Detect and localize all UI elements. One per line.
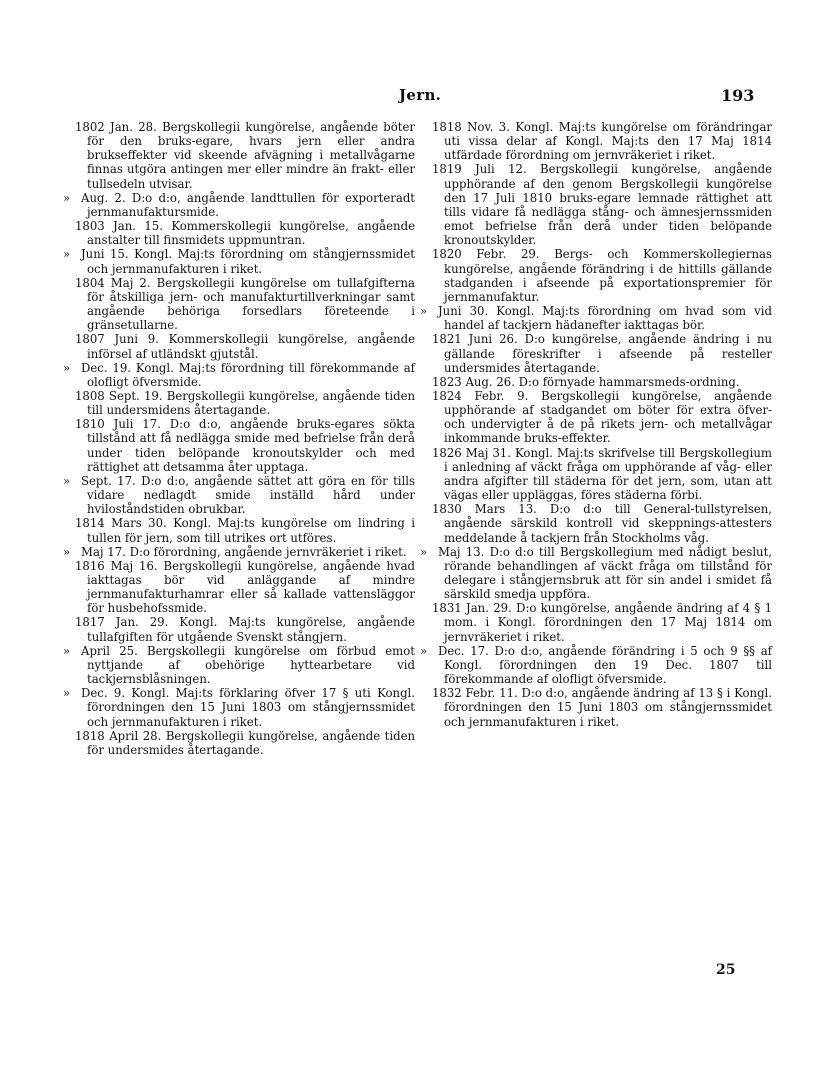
entry-date: Juni 15. bbox=[81, 247, 129, 262]
entry: » April 25. Bergskollegii kungörelse om förbud emot nyttjande af obehörige hyttearbetare vid tackjernsblåsningen. bbox=[63, 643, 415, 687]
right-column bbox=[420, 120, 773, 729]
entry-text: Kongl. Maj:ts kungörelse om förändringar uti vissa delar af Kongl. Maj:ts den 17 Maj 1814 utfärdade förordning om jernvräkeriet i riket. bbox=[444, 120, 772, 163]
entry-date: Juni 30. bbox=[438, 304, 489, 319]
entry-text: D:o kungörelse, angående ändring af 4 § 1 mom. i Kongl. förordningen den 17 Maj 1814 om jernvräkeriet i riket. bbox=[444, 601, 772, 644]
entry-date: Dec. 9. bbox=[81, 686, 126, 701]
entry bbox=[432, 247, 772, 304]
entry-text: Bergskollegii kungörelse, angående hvad iakttagas bör vid anläggande af mindre jernmanufakturhamrar eller så kallade vattensläggor för husbehofssmide. bbox=[87, 558, 416, 616]
entry-text: Kongl. Maj:ts skrifvelse till Bergskollegium i anledning af väckt fråga om upphörande af våg- eller andra afgifter till städerna för det jern, som, utan att vägas eller uppläggas, föres städerna förbi. bbox=[444, 445, 772, 503]
entry-date: 1821 Juni 26. bbox=[432, 332, 518, 347]
entry-date: 1831 Jan. 29. bbox=[432, 601, 512, 616]
entry bbox=[432, 686, 772, 728]
entry-date: Dec. 17. bbox=[438, 643, 489, 658]
entry bbox=[432, 162, 772, 247]
entry bbox=[432, 601, 772, 643]
entry bbox=[75, 120, 415, 191]
entry-text: Bergskollegii kungörelse om tullafgifterna för åtskilliga jern- och manufakturtillverkningar samt angående behöriga forsedlars företeende i gränsetullarne. bbox=[87, 275, 415, 333]
entry bbox=[75, 276, 415, 333]
entry bbox=[432, 120, 772, 162]
entry-text: Bergskollegii kungörelse, angående böter för den bruks-egare, hvars jern eller andra brukseffekter vid skeende afvägning i metallvågarne finnas utgöra antingen mer eller mindre än frakt- eller tullsedeln utvisar. bbox=[87, 120, 415, 191]
entry-text: D:o d:o, angående förändring i 5 och 9 §§ af Kongl. förordningen den 19 Dec. 1807 till förekommande af olofligt öfversmide. bbox=[444, 643, 772, 687]
entry-text: D:o d:o, angående sättet att göra en för tills vidare nedlagdt smide inställd hård under hviloståndstiden obrukbar. bbox=[87, 473, 415, 517]
entry: » Dec. 9. Kongl. Maj:ts förklaring öfver 17 § uti Kongl. förordningen den 15 Juni 1803 om stångjernssmidet och jernmanufakturen i riket. bbox=[63, 686, 415, 729]
entry-date: 1830 Mars 13. bbox=[432, 502, 537, 517]
entry-date: 1820 Febr. 29. bbox=[432, 247, 540, 262]
entry-date: 1802 Jan. 28. bbox=[75, 120, 157, 134]
entry: » Sept. 17. D:o d:o, angående sättet att göra en för tills vidare nedlagdt smide inställd hård under hviloståndstiden obrukbar. bbox=[63, 473, 415, 517]
signature-mark: 25 bbox=[716, 962, 736, 978]
entry bbox=[432, 375, 772, 389]
entry-date: 1817 Jan. 29. bbox=[75, 615, 169, 630]
entry: » Maj 17. D:o förordning, angående jernvräkeriet i riket. bbox=[63, 544, 407, 559]
entry bbox=[432, 502, 772, 544]
entry-text: Kongl. Maj:ts förklaring öfver 17 § uti Kongl. förordningen den 15 Juni 1803 om stångjernssmidet och jernmanufakturen i riket. bbox=[87, 686, 415, 729]
entry bbox=[75, 516, 415, 544]
entry-date: Maj 13. bbox=[438, 544, 485, 559]
entry-date: April 25. bbox=[81, 643, 138, 658]
entry-date: 1810 Juli 17. bbox=[75, 417, 161, 432]
entry-text: D:o förnyade hammarsmeds-ordning. bbox=[518, 374, 740, 389]
entry-date: 1808 Sept. 19. bbox=[75, 388, 163, 403]
page-number: 193 bbox=[721, 86, 755, 105]
entry bbox=[75, 219, 415, 247]
entry: » Juni 15. Kongl. Maj:ts förordning om stångjernssmidet och jernmanufakturen i riket. bbox=[63, 247, 416, 276]
entry bbox=[75, 559, 415, 616]
entry bbox=[75, 615, 415, 643]
entry-text: Kommerskollegii kungörelse, angående anstalter till finsmidets uppmuntran. bbox=[87, 219, 415, 248]
entry-date: 1803 Jan. 15. bbox=[75, 219, 163, 234]
entry-text: Kongl. Maj:ts förordning om stångjernssmidet och jernmanufakturen i riket. bbox=[87, 247, 416, 276]
entry: » Dec. 19. Kongl. Maj:ts förordning till förekommande af olofligt öfversmide. bbox=[63, 360, 415, 389]
entry-date: 1814 Mars 30. bbox=[75, 516, 167, 531]
entry bbox=[432, 446, 772, 503]
entry-date: Dec. 19. bbox=[81, 360, 132, 375]
entry-text: Bergskollegii kungörelse, angående upphörande af den genom Bergskollegii kungörelse den 17 Juli 1810 bruks-egare lemnade rättighet att tills vidare få nedlägga stång- och ämnesjernssmiden emot befrielse från derå under tiden belöpande kronoutskylder. bbox=[444, 162, 772, 248]
entry-date: 1816 Maj 16. bbox=[75, 558, 158, 573]
entry-text: D:o kungörelse, angående ändring i nu gällande föreskrifter i afseende på resteller undersmides återtagande. bbox=[444, 332, 773, 375]
left-column bbox=[63, 120, 416, 757]
entry-text: Kommerskollegii kungörelse, angående införsel af utländskt gjutstål. bbox=[87, 332, 415, 361]
entry-date: Aug. 2. bbox=[81, 190, 126, 205]
running-header-title: Jern. bbox=[399, 86, 442, 104]
entry-text: D:o d:o till Bergskollegium med nådigt beslut, rörande behandlingen af väckt fråga om tillstånd för delegare i stångjernsbruk att för sin andel i smidet få särskild smedja uppföra. bbox=[444, 544, 772, 602]
entry-date: 1826 Maj 31. bbox=[432, 445, 511, 460]
entry-text: Bergskollegii kungörelse om förbud emot nyttjande af obehörige hyttearbetare vid tackjernsblåsningen. bbox=[87, 643, 415, 687]
entry-date: 1818 April 28. bbox=[75, 728, 162, 743]
entry bbox=[75, 389, 415, 417]
entry: » Maj 13. D:o d:o till Bergskollegium med nådigt beslut, rörande behandlingen af väckt fråga om tillstånd för delegare i stångjernsbruk att för sin andel i smidet få särskild smedja uppföra. bbox=[420, 544, 772, 602]
entry-text: Kongl. Maj:ts förordning till förekommande af olofligt öfversmide. bbox=[87, 360, 415, 389]
entry bbox=[432, 332, 772, 374]
entry-date: Sept. 17. bbox=[81, 473, 136, 488]
entry bbox=[432, 389, 772, 446]
entry-date: 1819 Juli 12. bbox=[432, 162, 527, 177]
entry-date: 1807 Juni 9. bbox=[75, 332, 159, 347]
entry-text: Bergskollegii kungörelse, angående tiden till undersmidens återtagande. bbox=[87, 388, 416, 418]
entry-date: 1823 Aug. 26. bbox=[432, 374, 515, 389]
entry-text: D:o d:o till General-tullstyrelsen, angående särskild kontroll vid skeppnings-attesters meddelande å tackjern från Stockholms våg. bbox=[444, 502, 772, 545]
entry-text: D:o d:o, angående bruks-egares sökta tillstånd att få nedlägga smide med befrielse från derå under tiden belöpande kronoutskylder och med rättighet att detsamma åter upptaga. bbox=[87, 417, 416, 474]
entry: » Aug. 2. D:o d:o, angående landttullen för exporteradt jernmanufaktursmide. bbox=[63, 190, 416, 219]
entry: » Juni 30. Kongl. Maj:ts förordning om hvad som vid handel af tackjern hädanefter iakttagas bör. bbox=[420, 304, 772, 333]
entry-text: Bergs- och Kommerskollegiernas kungörelse, angående förändring i de hittills gällande stadganden i afseende på exportationspremier för jernmanufaktur. bbox=[444, 247, 772, 304]
entry bbox=[75, 729, 415, 757]
entry-text: Kongl. Maj:ts förordning om hvad som vid handel af tackjern hädanefter iakttagas bör. bbox=[444, 304, 772, 333]
entry-text: Bergskollegii kungörelse, angående tiden för undersmides återtagande. bbox=[87, 728, 416, 757]
entry-text: D:o d:o, angående landttullen för exporteradt jernmanufaktursmide. bbox=[87, 190, 416, 219]
entry-text: Bergskollegii kungörelse, angående upphörande af stadgandet om böter för extra öfver- och undervigter å de på rikets jern- och metallvågar inkommande bruks-effekter. bbox=[444, 388, 772, 446]
entry-date: 1818 Nov. 3. bbox=[432, 120, 510, 134]
entry-text: Kongl. Maj:ts kungörelse om lindring i tullen för jern, som till utrikes ort utföres. bbox=[87, 516, 416, 545]
entry-date: 1832 Febr. 11. bbox=[432, 686, 518, 701]
entry: » Dec. 17. D:o d:o, angående förändring i 5 och 9 §§ af Kongl. förordningen den 19 Dec. 1807 till förekommande af olofligt öfversmide. bbox=[420, 643, 772, 687]
entry bbox=[75, 417, 415, 474]
entry-text: D:o d:o, angående ändring af 13 § i Kongl. förordningen den 15 Juni 1803 om stångjernssmidet och jernmanufakturen i riket. bbox=[444, 686, 772, 729]
entry-date: 1804 Maj 2. bbox=[75, 275, 151, 290]
entry-text: D:o förordning, angående jernvräkeriet i riket. bbox=[129, 544, 407, 559]
entry bbox=[75, 332, 415, 360]
entry-date: Maj 17. bbox=[81, 544, 126, 559]
entry-text: Kongl. Maj:ts kungörelse, angående tullafgiften för utgående Svenskt stångjern. bbox=[87, 615, 415, 644]
entry-date: 1824 Febr. 9. bbox=[432, 388, 529, 403]
